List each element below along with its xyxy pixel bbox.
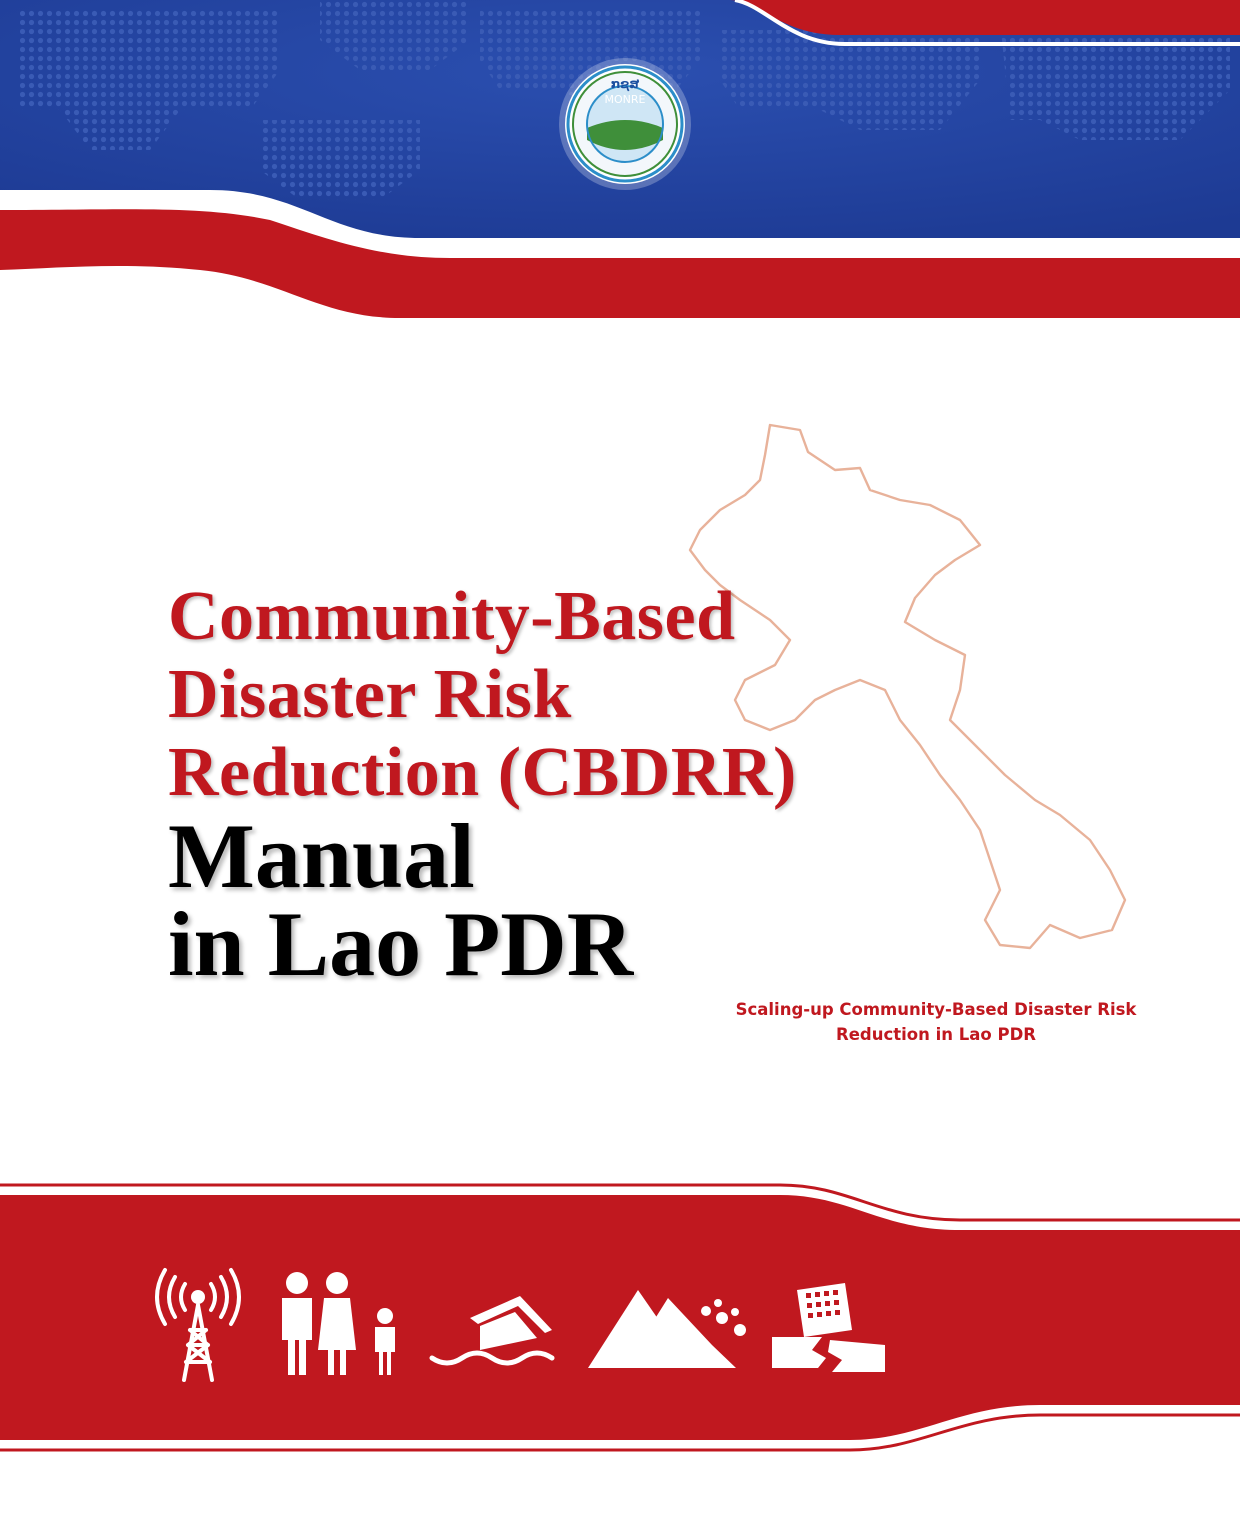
radio-tower-icon (157, 1270, 239, 1380)
title-emphasis-line: in Lao PDR (168, 893, 634, 995)
subtitle-line: Reduction in Lao PDR (836, 1025, 1036, 1044)
subtitle-line: Scaling-up Community-Based Disaster Risk (735, 1000, 1137, 1019)
earthquake-icon (772, 1283, 885, 1372)
title-line: Reduction (CBDRR) (168, 734, 797, 811)
family-icon (282, 1272, 395, 1375)
title-line: Disaster Risk (168, 656, 572, 733)
landslide-icon (588, 1290, 746, 1368)
flood-icon (432, 1296, 552, 1363)
title-emphasis-line: Manual (168, 805, 475, 907)
logo-abbreviation: MONRE (604, 93, 646, 106)
title-line: Community-Based (168, 578, 736, 655)
logo-lao-text: ກຊສ (610, 77, 640, 91)
